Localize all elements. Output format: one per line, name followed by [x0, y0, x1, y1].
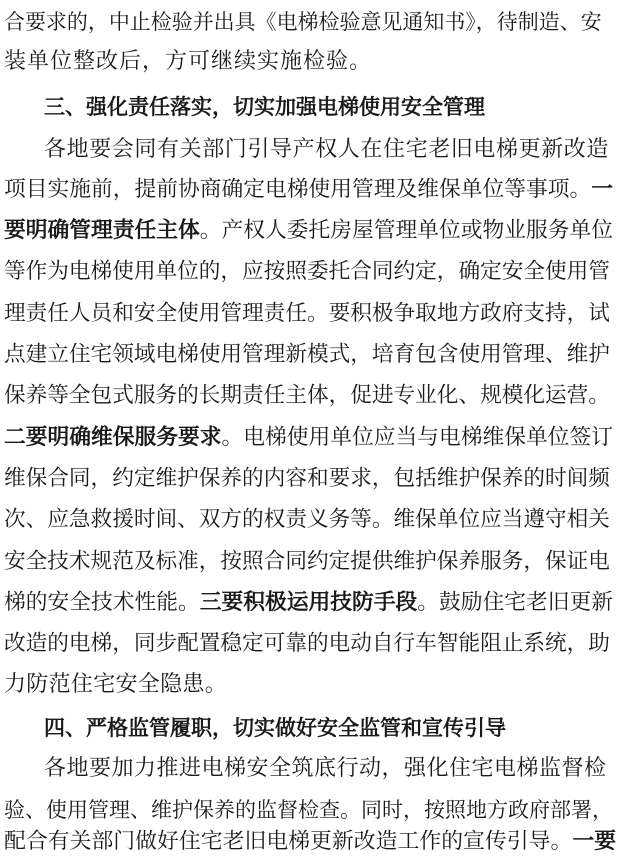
section-heading-4: 四、严格监管履职，切实做好安全监管和宣传引导	[44, 716, 506, 740]
paragraph-line-12: 维保合同，约定维护保养的内容和要求，包括维护保养的时间频	[4, 466, 610, 491]
paragraph-line-10: 保养等全包式服务的长期责任主体，促进专业化、规模化运营。	[4, 383, 610, 408]
paragraph-line-9: 点建立住宅领域电梯使用管理新模式，培育包含使用管理、维护	[4, 342, 610, 367]
paragraph-line-1: 合要求的，中止检验并出具《电梯检验意见通知书》，待制造、安	[4, 10, 602, 34]
paragraph-line-14: 安全技术规范及标准，按照合同约定提供维护保养服务，保证电	[4, 549, 610, 574]
section-heading-3: 三、强化责任落实，切实加强电梯使用安全管理	[44, 95, 485, 119]
paragraph-line-5: 项目实施前，提前协商确定电梯使用管理及维保单位等事项。一	[4, 177, 613, 202]
paragraph-line-13: 次、应急救援时间、双方的权责义务等。维保单位应当遵守相关	[4, 507, 610, 532]
paragraph-line-7: 等作为电梯使用单位的，应按照委托合同约定，确定安全使用管	[4, 259, 610, 284]
paragraph-line-8: 理责任人员和安全使用管理责任。要积极争取地方政府支持，试	[4, 301, 610, 326]
paragraph-line-11: 二要明确维保服务要求。电梯使用单位应当与电梯维保单位签订	[4, 425, 613, 450]
paragraph-line-15: 梯的安全技术性能。三要积极运用技防手段。鼓励住宅老旧更新	[4, 590, 613, 615]
paragraph-line-20: 验、使用管理、维护保养的监督检查。同时，按照地方政府部署，	[4, 798, 613, 822]
paragraph-line-21: 配合有关部门做好住宅老旧电梯更新改造工作的宣传引导。一要	[4, 829, 617, 854]
paragraph-line-19: 各地要加力推进电梯安全筑底行动，强化住宅电梯监督检	[44, 756, 607, 781]
paragraph-line-16: 改造的电梯，同步配置稳定可靠的电动自行车智能阻止系统，助	[4, 631, 610, 656]
paragraph-line-4: 各地要会同有关部门引导产权人在住宅老旧电梯更新改造	[44, 137, 610, 162]
paragraph-line-2: 装单位整改后，方可继续实施检验。	[4, 49, 373, 74]
paragraph-line-6: 要明确管理责任主体。产权人委托房屋管理单位或物业服务单位	[4, 218, 613, 243]
paragraph-line-17: 力防范住宅安全隐患。	[4, 672, 228, 697]
